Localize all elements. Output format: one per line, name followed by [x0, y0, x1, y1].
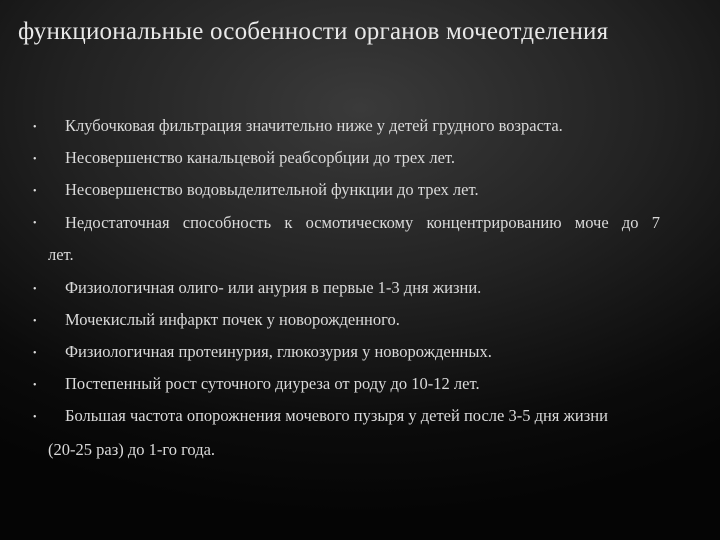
bullet-icon: •: [33, 412, 37, 423]
bullet-icon: •: [33, 380, 37, 391]
list-item-text: Несовершенство канальцевой реабсорбции до трех лет.: [65, 148, 456, 167]
list-item-continuation: лет.: [48, 245, 74, 264]
list-item-text: Большая частота опорожнения мочевого пузыря у детей после 3-5 дня жизни: [65, 406, 608, 425]
bullet-icon: •: [33, 284, 37, 295]
bullet-icon: •: [33, 348, 37, 359]
bullet-icon: •: [33, 316, 37, 327]
list-item-continuation: (20-25 раз) до 1-го года.: [48, 440, 216, 459]
bullet-icon: •: [33, 154, 37, 165]
list-item-text: Постепенный рост суточного диуреза от роду до 10-12 лет.: [65, 374, 480, 393]
list-item-text: Физиологичная протеинурия, глюкозурия у новорожденных.: [65, 342, 492, 361]
list-item-text: Несовершенство водовыделительной функции до трех лет.: [65, 180, 479, 199]
list-item-text: Мочекислый инфаркт почек у новорожденного.: [65, 310, 400, 329]
bullet-icon: •: [33, 186, 37, 197]
bullet-icon: •: [33, 218, 37, 229]
list-item-text-line: Недостаточная способность к осмотическому концентрированию моче до 7: [65, 213, 660, 232]
list-item-text: Физиологичная олиго- или анурия в первые 1-3 дня жизни.: [65, 278, 482, 297]
list-item-text: [65, 213, 660, 233]
list-item-text: Клубочковая фильтрация значительно ниже у детей грудного возраста.: [65, 116, 563, 135]
bullet-icon: •: [33, 122, 37, 133]
slide-title: функциональные особенности органов мочеотделения: [18, 18, 609, 45]
